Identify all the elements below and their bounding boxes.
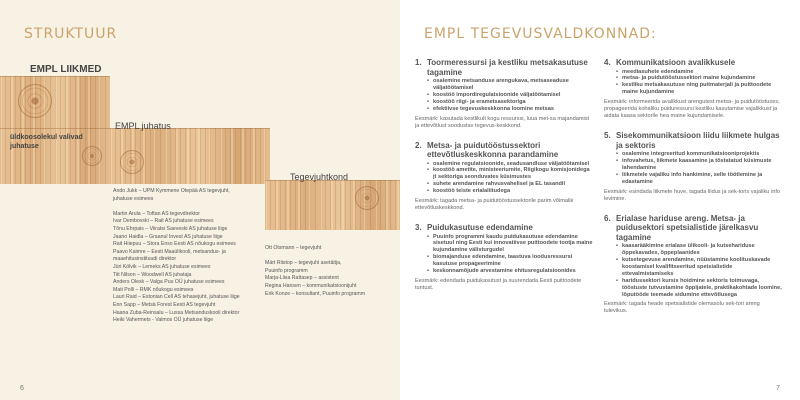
board-member: Martin Arula – Toftan AS tegevdirektor: [113, 210, 200, 217]
section-number: 5.: [604, 131, 611, 141]
section-bullet: • liikmetele vajaliku info hankimine, selle töötlemine ja edastamine: [616, 172, 782, 186]
wood-block-management: [265, 180, 400, 230]
section-bullet: • osalemine metsanduse arengukava, metsaseaduse väljatöötamisel: [427, 78, 593, 92]
board-member: Tõnu Ehrpais – Viiratsi Saeveski AS juhatuse liige: [113, 225, 228, 232]
section-number: 2.: [415, 140, 422, 150]
activity-section: [415, 141, 593, 213]
section-bullet: • infovahetus, liikmete kaasamine ja tõstatatud küsimuste lahendamine: [616, 158, 782, 172]
section-bullet: • koostöö teiste erialaliitudega: [427, 188, 593, 195]
management-member: Puuinfo programm: [265, 267, 308, 274]
board-member: Tiit Nilson – Woodwell AS juhataja: [113, 271, 192, 278]
tier-management-label: Tegevjuhtkond: [290, 172, 349, 182]
structure-title: STRUKTUUR: [24, 26, 118, 42]
section-number: 4.: [604, 58, 611, 67]
board-member: [113, 203, 240, 211]
management-member: Erik Konze – konsultant, Puuinfo programm: [265, 290, 366, 297]
section-bullet: • metsa- ja puidutööstussektori maine kujundamine: [616, 75, 782, 82]
section-bullet: • kutsetegevuse arendamine, nüüstamine koolituskavade koostamisel kvalifitseeritud spetsialistide ettevalmistamiseks: [616, 257, 782, 278]
right-page: [400, 0, 800, 400]
section-title: Toormeressursi ja kestliku metsakasutuse tagamine: [427, 58, 588, 77]
section-goal: Eesmärk: tagada metsa- ja puidutööstussektorile parim võimalik ettevõtluskeskkond.: [415, 198, 574, 212]
wood-knot: [120, 150, 144, 174]
section-bullet: • osalemine integreeritud kommunikatsiooniprojektis: [616, 151, 782, 158]
board-member: Lauri Raid – Estonian Cell AS tehasejuht, juhatuse liige: [113, 294, 240, 301]
wood-block-board: [110, 128, 270, 184]
activity-section: [604, 214, 782, 316]
wood-knot: [355, 186, 379, 210]
board-member: Enn Sapp – Metsä Forest Eesti AS tegevjuht: [113, 301, 216, 308]
tier-members-subtitle: üldkoosolekul valivad juhatuse: [10, 134, 83, 150]
section-bullet: • biomajanduse edendamine, taastuva loodusressursi kasutuse propageerimine: [427, 254, 593, 268]
management-list: [265, 245, 365, 298]
page-number-right: 7: [776, 385, 780, 392]
board-member: Ivar Dembovski – Rait AS juhatuse esimees: [113, 218, 214, 225]
board-member: Jüri Kölvik – Lemeks AS juhatuse esimees: [113, 263, 211, 270]
section-number: 1.: [415, 58, 422, 67]
section-bullet: • osalemine regulatsioonide, seadusandluse väljatöötamisel: [427, 161, 593, 168]
section-bullet: • koostöö riigi- ja erametsasektoriga: [427, 99, 593, 106]
tier-board-label: EMPL juhatus: [115, 121, 171, 131]
section-goal: Eesmärk: esindada liikmete huve, tagada liidus ja sek-toris vajaliku info levimine.: [604, 188, 780, 202]
section-bullet: • Puuinfo programmi kaudu puidukasutuse edendamine sisetuul ning Eesti kui innovatiivse puittoodete tootja maine kujundamine välisturgudel: [427, 234, 593, 255]
section-goal: Eesmärk: edendada puidukasutust ja suurendada Eesti puittoodete tuntust.: [415, 278, 582, 291]
section-title: Puidukasutuse edendamine: [427, 223, 533, 233]
board-member: Anders Olesk – Valga Puu OÜ juhatuse esimees: [113, 279, 225, 286]
management-member: Marja-Liisa Rattasep – assistent: [265, 275, 339, 282]
board-member: Heiki Vahermets - Valmos OÜ juhatuse liige: [113, 317, 214, 324]
section-goal: Eesmärk: informeerida avalikkust arengutest metsa- ja puidutööstuses, propageerida kohaliku puiduressursi kestliku kasutamise vajalikkust ja aidata kaasa sektorile hea maine kujundamisele.: [604, 99, 780, 120]
section-title: Metsa- ja puidutööstussektori ettevõtluskeskkonna parandamine: [427, 140, 559, 160]
section-bullet: • keskonnamõjude arvestamine ehitusregulatsioonides: [427, 268, 593, 275]
section-bullet: • kestliku metsakasutuse ning puitmaterjali ja puittoodete maine kujundamine: [616, 82, 782, 96]
section-title: Erialase hariduse areng. Metsa- ja puidusektori spetsialistide järelkasvu tagamine: [616, 213, 759, 242]
section-bullet: • koostöö impordiregulatsioonide väljatöötamisel: [427, 92, 593, 99]
activity-section: [415, 223, 593, 292]
section-bullet: • suhete arendamine rahvusvahelisel ja EL tasandil: [427, 181, 593, 188]
board-member: Ando Jukk – UPM Kymmene Otepää AS tegevjuht,: [113, 188, 230, 194]
board-member: Mati Polli – RMK nõukogu esimees: [113, 286, 194, 293]
section-goal: Eesmärk: kasutada kestlikult kogu ressurssi, luua met-sa majandamist ja ettevõtlust soodustav tegevus-keskkond.: [415, 115, 590, 129]
board-members-list: [113, 188, 240, 325]
section-number: 6.: [604, 213, 611, 223]
activity-section: [604, 58, 782, 120]
section-title: Sisekommunikatsioon liidu liikmete hulgas ja sektoris: [616, 131, 780, 150]
section-bullet: • efektiivse tegevuskeskkonna loomine metsas: [427, 106, 593, 113]
activities-column-left: [415, 58, 593, 303]
activity-section: [415, 58, 593, 130]
wood-knot: [18, 84, 52, 118]
wood-block-members: [0, 76, 110, 128]
management-member: Ott Otsmann – tegevjuht: [265, 245, 322, 251]
section-number: 3.: [415, 223, 422, 233]
board-member: Jaano Haidla – Graanul Invest AS juhatuse liige: [113, 233, 223, 240]
section-title: Kommunikatsioon avalikkusele: [616, 58, 736, 67]
management-member: Regina Hansen – kommunikatsioonijuht: [265, 282, 357, 289]
board-member: Paavo Kaimre – Eesti Maaülikooli, metsandus- ja: [113, 248, 226, 255]
management-member: Märt Riistop – tegevjuhi asetäitja,: [265, 260, 342, 267]
page-number-left: 6: [20, 385, 24, 392]
section-bullet: • meediasuhete edendamine: [616, 69, 782, 76]
board-member: Rait Hiiepuu – Stora Enso Eesti AS nõukogu esimees: [113, 241, 236, 248]
section-bullet: • koostöö ametite, ministeeriumite, Riigikogu komisjonidega jt sektoriga seonduvates küsimustes: [427, 167, 593, 181]
activities-column-right: [604, 58, 782, 326]
board-member: Haana Zuba-Reinsalu – Lussa Metsanduskooli direktor: [113, 309, 240, 316]
activity-section: [604, 131, 782, 203]
activities-title: EMPL TEGEVUSVALDKONNAD:: [424, 26, 657, 42]
board-member: maaehitusinstituudi direktor: [113, 256, 177, 263]
tier-members-label: EMPL LIIKMED: [30, 64, 102, 75]
section-goal: Eesmärk: tagada heade spetsialistide olemasolu sek-tori areng tulevikus.: [604, 301, 760, 315]
management-member: [265, 253, 365, 261]
board-member: juhatuse esimees: [113, 195, 154, 202]
section-bullet: • haridussektori kursis hoidmine sektoris toimuvaga, tööstuste tutvustamine õppijatele, praktikakohtade loomine, lõputööde teemade sidumine ettevõtlusega: [616, 278, 782, 299]
section-bullet: • kaasarääkimine erialase ülikooli- ja kutsehariduse õppekavades, õppeplaanides: [616, 243, 782, 257]
